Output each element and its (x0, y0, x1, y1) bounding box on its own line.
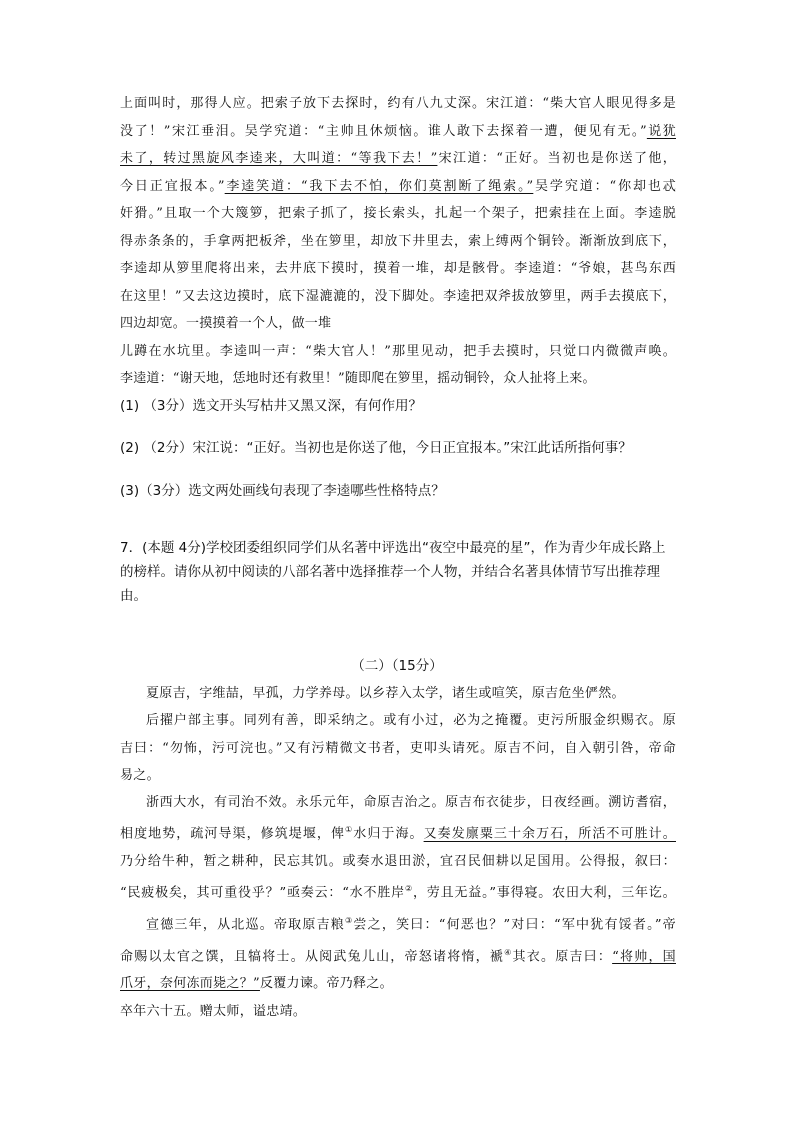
underlined-sentence-1a: 说犹 (646, 123, 676, 139)
classical-line: 命赐以太官之馔，且犒将士。从阅武兔儿山，帝怒诸将惰，褫④其衣。原吉曰：“将帅，国 (120, 947, 676, 964)
classical-line: 相度地势，疏河导渠，修筑堤堰，俾①水归于海。又奏发廪粟三十余万石，所活不可胜计。 (120, 825, 676, 842)
q7-line: 由。 (120, 588, 147, 604)
section-2-title: （二）（15分） (351, 658, 443, 674)
underlined-sentence-3: 又奏发廪粟三十余万石，所活不可胜计。 (423, 826, 676, 842)
classical-line: 爪牙，奈何冻而毙之？”反覆力谏。帝乃释之。 (120, 976, 393, 992)
underlined-sentence-2: 李逵笑道：“我下去不怕，你们莫割断了绳索。” (224, 178, 534, 194)
classical-line: 浙西大水，有司治不效。永乐元年，命原吉治之。原吉布衣徒步，日夜经画。溯访耆宿， (146, 795, 676, 811)
classical-line: 夏原吉，字维喆，早孤，力学养母。以乡荐入太学，诸生或喧笑，原吉危坐俨然。 (146, 686, 625, 701)
classical-line: 卒年六十五。赠太师，谥忠靖。 (120, 1003, 307, 1019)
passage-line: 今日正宜报本。”李逵笑道：“我下去不怕，你们莫割断了绳索。”吴学究道：“你却也忒 (120, 178, 676, 194)
passage-line: 四边却宽。一摸摸着一个人，做一堆 (120, 316, 332, 331)
passage-line: 李逵道：“谢天地，恁地时还有救里！”随即爬在箩里，摇动铜铃，众人扯将上来。 (120, 371, 596, 386)
passage-line: 在这里！”又去这边摸时，底下湿漉漉的，没下脚处。李逵把双斧拔放箩里，两手去摸底下， (120, 288, 676, 304)
passage-line: 未了，转过黑旋风李逵来，大叫道：“等我下去！”宋江道：“正好。当初也是你送了他， (120, 151, 676, 166)
footnote-1: ① (345, 825, 354, 835)
underlined-sentence-1b: 未了，转过黑旋风李逵来，大叫道：“等我下去！” (120, 151, 438, 166)
passage-line: 上面叫时，那得人应。把索子放下去探时，约有八九丈深。宋江道：“柴大官人眼见得多是 (120, 96, 676, 111)
passage-line: 没了！”宋江垂泪。吴学究道：“主帅且休烦恼。谁人敢下去探着一遭，便见有无。”说犹 (120, 123, 676, 139)
classical-line: “民疲极矣，其可重役乎？”亟奏云：“水不胜岸②，劳且无益。”事得寝。农田大利，三年讫。 (120, 884, 676, 901)
passage-line: 奸猾。”且取一个大篾箩，把索子抓了，接长索头，扎起一个架子，把索挂在上面。李逵脱 (120, 206, 676, 221)
passage-line: 儿蹲在水坑里。李逵叫一声：“柴大官人！”那里见动，把手去摸时，只觉口内微微声唤。 (120, 343, 676, 359)
q7-line: 7．(本题 4分)学校团委组织同学们从名著中评选出“夜空中最亮的星”，作为青少年成长路上 (120, 540, 666, 556)
question-7 (120, 536, 680, 608)
footnote-4: ④ (504, 947, 513, 957)
classical-line: 乃分给牛种，暂之耕种，民忘其饥。或奏水退田淤，宜召民佃耕以足国用。公得报，叙曰： (120, 854, 676, 870)
underlined-sentence-4a: “将帅，国 (612, 948, 676, 964)
classical-line: 易之。 (120, 767, 160, 783)
footnote-3: ③ (345, 916, 354, 926)
passage-line: 得赤条条的，手拿两把板斧，坐在箩里，却放下井里去，索上缚两个铜铃。渐渐放到底下， (120, 233, 676, 249)
classical-line: 宣德三年，从北巡。帝取原吉粮③尝之，笑曰：“何恶也？”对曰：“军中犹有馁者。”帝 (146, 916, 676, 933)
classical-passage (120, 680, 676, 1025)
passage-line: 李逵却从箩里爬将出来，去井底下摸时，摸着一堆，却是骸骨。李逵道：“爷娘，甚鸟东西 (120, 261, 676, 276)
classical-line: 后擢户部主事。同列有善，即采纳之。或有小过，必为之掩覆。吏污所服金织赐衣。原 (146, 713, 676, 729)
underlined-sentence-4b: 爪牙，奈何冻而毙之？” (120, 976, 260, 992)
classical-line: 吉曰：“勿怖，污可浣也。”又有污精微文书者，吏叩头请死。原吉不问，自入朝引咎，帝命 (120, 740, 676, 756)
passage-1 (120, 90, 676, 393)
question-1: (1) （3分）选文开头写枯井又黑又深，有何作用？ (120, 398, 423, 414)
q7-line: 的榜样。请你从初中阅读的八部名著中选择推荐一个人物，并结合名著具体情节写出推荐理 (120, 564, 660, 580)
question-3: (3)（3分）选文两处画线句表现了李逵哪些性格特点？ (120, 483, 445, 499)
footnote-2: ② (404, 884, 413, 894)
question-2: (2) （2分）宋江说：“正好。当初也是你送了他，今日正宜报本。”宋江此话所指何事？ (120, 440, 632, 456)
